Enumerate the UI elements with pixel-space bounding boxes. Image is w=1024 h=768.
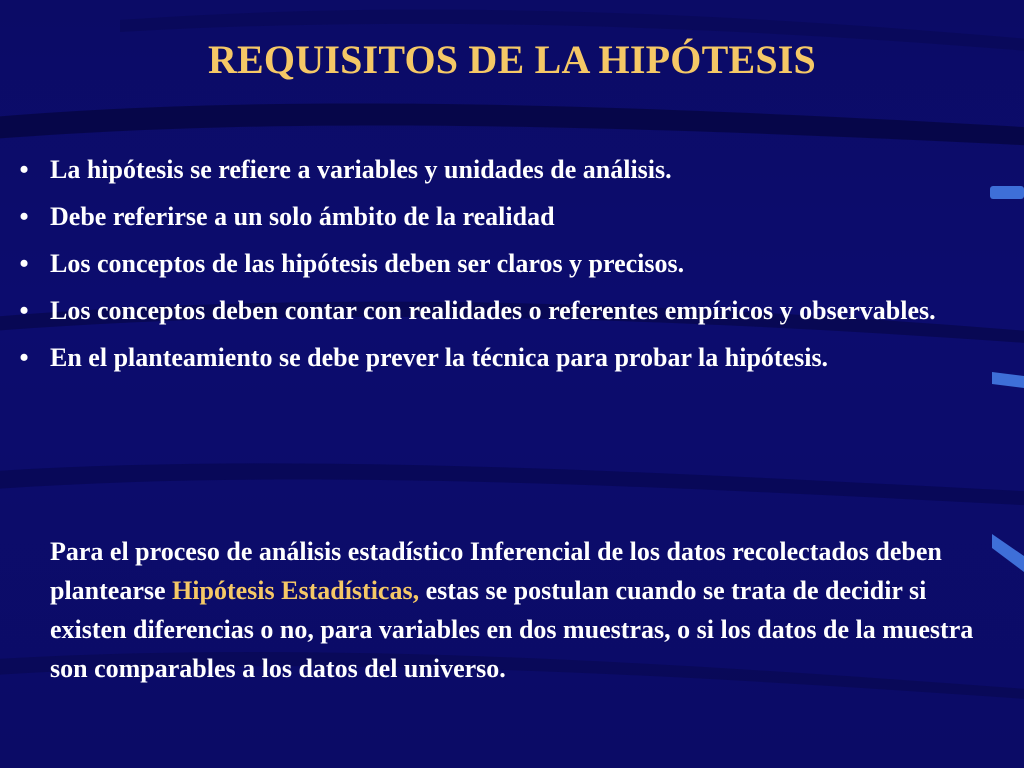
- bullet-icon: •: [19, 155, 29, 184]
- bullet-text: Debe referirse a un solo ámbito de la realidad: [50, 202, 555, 231]
- bullet-item-1: [14, 152, 1009, 187]
- bullet-item-5: [14, 340, 1009, 375]
- bullet-text: Los conceptos deben contar con realidades o referentes empíricos y observables.: [50, 296, 936, 325]
- bullet-icon: •: [19, 343, 29, 372]
- bullet-item-4: [14, 293, 1009, 328]
- bullet-icon: •: [19, 296, 29, 325]
- bullet-list: [14, 152, 1009, 387]
- highlighted-term: Hipótesis Estadísticas,: [172, 576, 420, 605]
- summary-paragraph: [50, 532, 1000, 688]
- bullet-text: La hipótesis se refiere a variables y unidades de análisis.: [50, 155, 672, 184]
- bullet-item-2: [14, 199, 1009, 234]
- paragraph-text-start: Para el proceso de análisis estadístico Inferencial de los datos recolectados deben plantearse: [50, 537, 942, 605]
- bullet-text: En el planteamiento se debe prever la técnica para probar la hipótesis.: [50, 343, 829, 372]
- paragraph-text-end: estas se postulan cuando se trata de decidir si existen diferencias o no, para variables en dos muestras, o si los datos de la muestra son comparables a los datos del universo.: [50, 576, 974, 683]
- bullet-icon: •: [19, 202, 29, 231]
- slide-title: REQUISITOS DE LA HIPÓTESIS: [207, 37, 817, 82]
- bullet-text: Los conceptos de las hipótesis deben ser claros y precisos.: [50, 249, 685, 278]
- bullet-item-3: [14, 246, 1009, 281]
- bullet-icon: •: [19, 249, 29, 278]
